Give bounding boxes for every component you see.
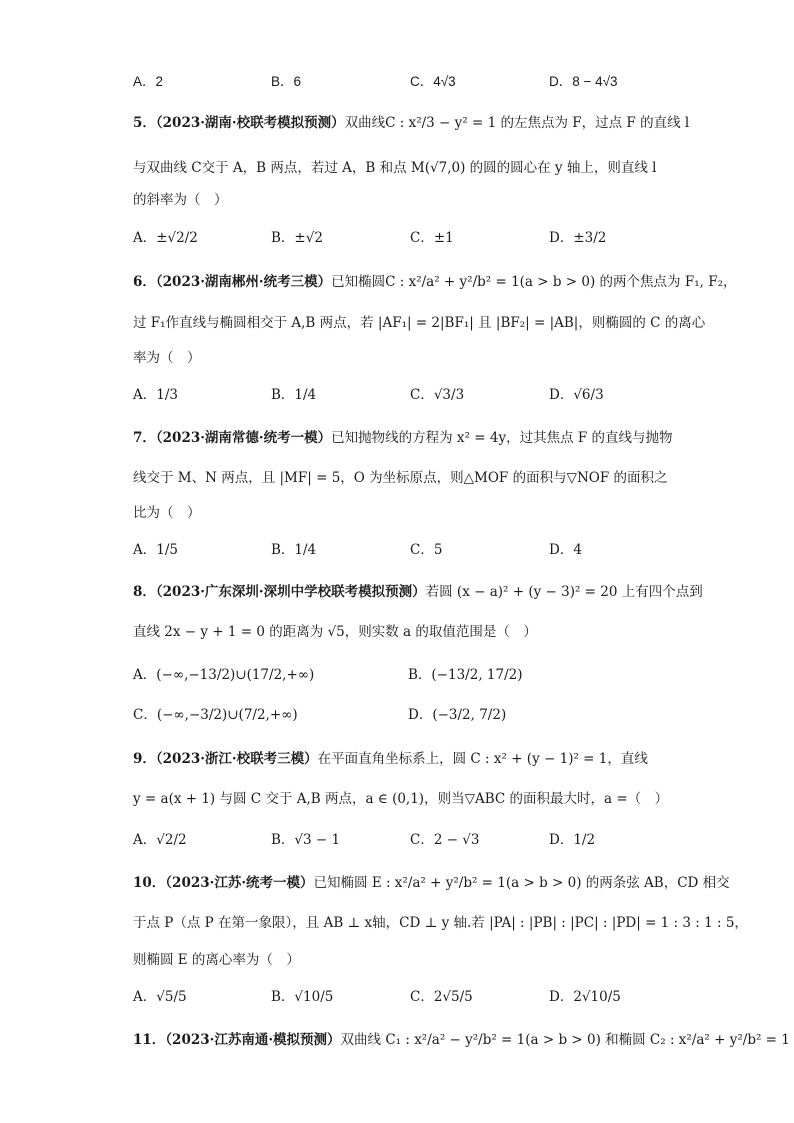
q8-option-d[interactable]: D．(−3/2, 7/2)	[408, 707, 507, 723]
q6-option-b[interactable]: B．1/4	[271, 387, 317, 403]
q6-line-2: 过 F₁作直线与椭圆相交于 A,B 两点，若 |AF₁| = 2|BF₁| 且 |BF₂| = |AB|，则椭圆的 C 的离心	[133, 315, 706, 331]
q10-option-a[interactable]: A．√5/5	[133, 989, 187, 1005]
q8-option-c[interactable]: C．(−∞,−3/2)∪(7/2,+∞)	[133, 707, 298, 723]
q9-options	[133, 830, 733, 870]
q11-line-1: 11．（2023·江苏南通·模拟预测）双曲线 C₁ : x²/a² − y²/b² = 1(a > b > 0) 和椭圆 C₂ : x²/a² + y²/b² = 1	[133, 1032, 790, 1048]
q10-options	[133, 987, 733, 1027]
q8-option-a[interactable]: A．(−∞,−13/2)∪(17/2,+∞)	[133, 667, 315, 683]
q7-option-d[interactable]: D．4	[549, 542, 582, 558]
q7-line-2: 线交于 M、N 两点，且 |MF| = 5，O 为坐标原点，则△MOF 的面积与▽NOF 的面积之	[133, 470, 668, 486]
q9-option-c[interactable]: C．2 − √3	[410, 832, 480, 848]
q9-option-d[interactable]: D．1/2	[549, 832, 596, 848]
q10-line-2: 于点 P（点 P 在第一象限），且 AB ⊥ x轴，CD ⊥ y 轴.若 |PA| : |PB| : |PC| : |PD| = 1 : 3 : 1 : 5，	[133, 915, 748, 931]
option-b[interactable]: B．6	[271, 74, 302, 89]
q6-line-1: 6．（2023·湖南郴州·统考三模）已知椭圆C : x²/a² + y²/b² = 1(a > b > 0) 的两个焦点为 F₁, F₂，	[133, 274, 737, 290]
q5-line-3: 的斜率为（ ）	[133, 192, 228, 208]
q9-option-a[interactable]: A．√2/2	[133, 832, 187, 848]
q8-options-row-1	[133, 665, 733, 705]
option-a[interactable]: A．2	[133, 74, 164, 89]
option-d[interactable]: D．8 − 4√3	[549, 74, 618, 89]
q6-options	[133, 385, 733, 425]
q10-option-d[interactable]: D．2√10/5	[549, 989, 621, 1005]
q9-line-2: y = a(x + 1) 与圆 C 交于 A,B 两点，a ∈ (0,1)，则当▽ABC 的面积最大时，a =（ ）	[133, 791, 669, 807]
q8-option-b[interactable]: B．(−13/2, 17/2)	[408, 667, 523, 683]
q5-options	[133, 228, 733, 268]
q5-option-b[interactable]: B．±√2	[271, 230, 323, 246]
q10-option-c[interactable]: C．2√5/5	[410, 989, 473, 1005]
q7-option-a[interactable]: A．1/5	[133, 542, 178, 558]
q6-option-c[interactable]: C．√3/3	[410, 387, 465, 403]
q6-option-d[interactable]: D．√6/3	[549, 387, 604, 403]
q5-line-2: 与双曲线 C交于 A，B 两点，若过 A，B 和点 M(√7,0) 的圆的圆心在 y 轴上，则直线 l	[133, 160, 657, 176]
q5-line-1: 5．（2023·湖南·校联考模拟预测）双曲线C : x²/3 − y² = 1 的左焦点为 F，过点 F 的直线 l	[133, 115, 690, 131]
q8-options-row-2	[133, 705, 733, 745]
q9-option-b[interactable]: B．√3 − 1	[271, 832, 341, 848]
q5-option-d[interactable]: D．±3/2	[549, 230, 607, 246]
q5-option-c[interactable]: C．±1	[410, 230, 454, 246]
q6-line-3: 率为（ ）	[133, 350, 201, 366]
q9-line-1: 9．（2023·浙江·校联考三模）在平面直角坐标系上，圆 C : x² + (y − 1)² = 1，直线	[133, 751, 648, 767]
q6-option-a[interactable]: A．1/3	[133, 387, 178, 403]
q7-line-1: 7．（2023·湖南常德·统考一模）已知抛物线的方程为 x² = 4y，过其焦点 F 的直线与抛物	[133, 430, 673, 446]
q10-line-1: 10．（2023·江苏·统考一模）已知椭圆 E : x²/a² + y²/b² = 1(a > b > 0) 的两条弦 AB，CD 相交	[133, 875, 730, 891]
top-options	[133, 72, 733, 112]
q8-line-2: 直线 2x − y + 1 = 0 的距离为 √5，则实数 a 的取值范围是（ ）	[133, 624, 537, 640]
q5-option-a[interactable]: A．±√2/2	[133, 230, 198, 246]
q7-options	[133, 540, 733, 580]
q10-line-3: 则椭圆 E 的离心率为（ ）	[133, 952, 300, 968]
q7-line-3: 比为（ ）	[133, 505, 201, 521]
q10-option-b[interactable]: B．√10/5	[271, 989, 334, 1005]
q7-option-b[interactable]: B．1/4	[271, 542, 317, 558]
option-c[interactable]: C．4√3	[410, 74, 456, 89]
q7-option-c[interactable]: C．5	[410, 542, 443, 558]
q8-line-1: 8．（2023·广东深圳·深圳中学校联考模拟预测）若圆 (x − a)² + (y − 3)² = 20 上有四个点到	[133, 584, 703, 600]
